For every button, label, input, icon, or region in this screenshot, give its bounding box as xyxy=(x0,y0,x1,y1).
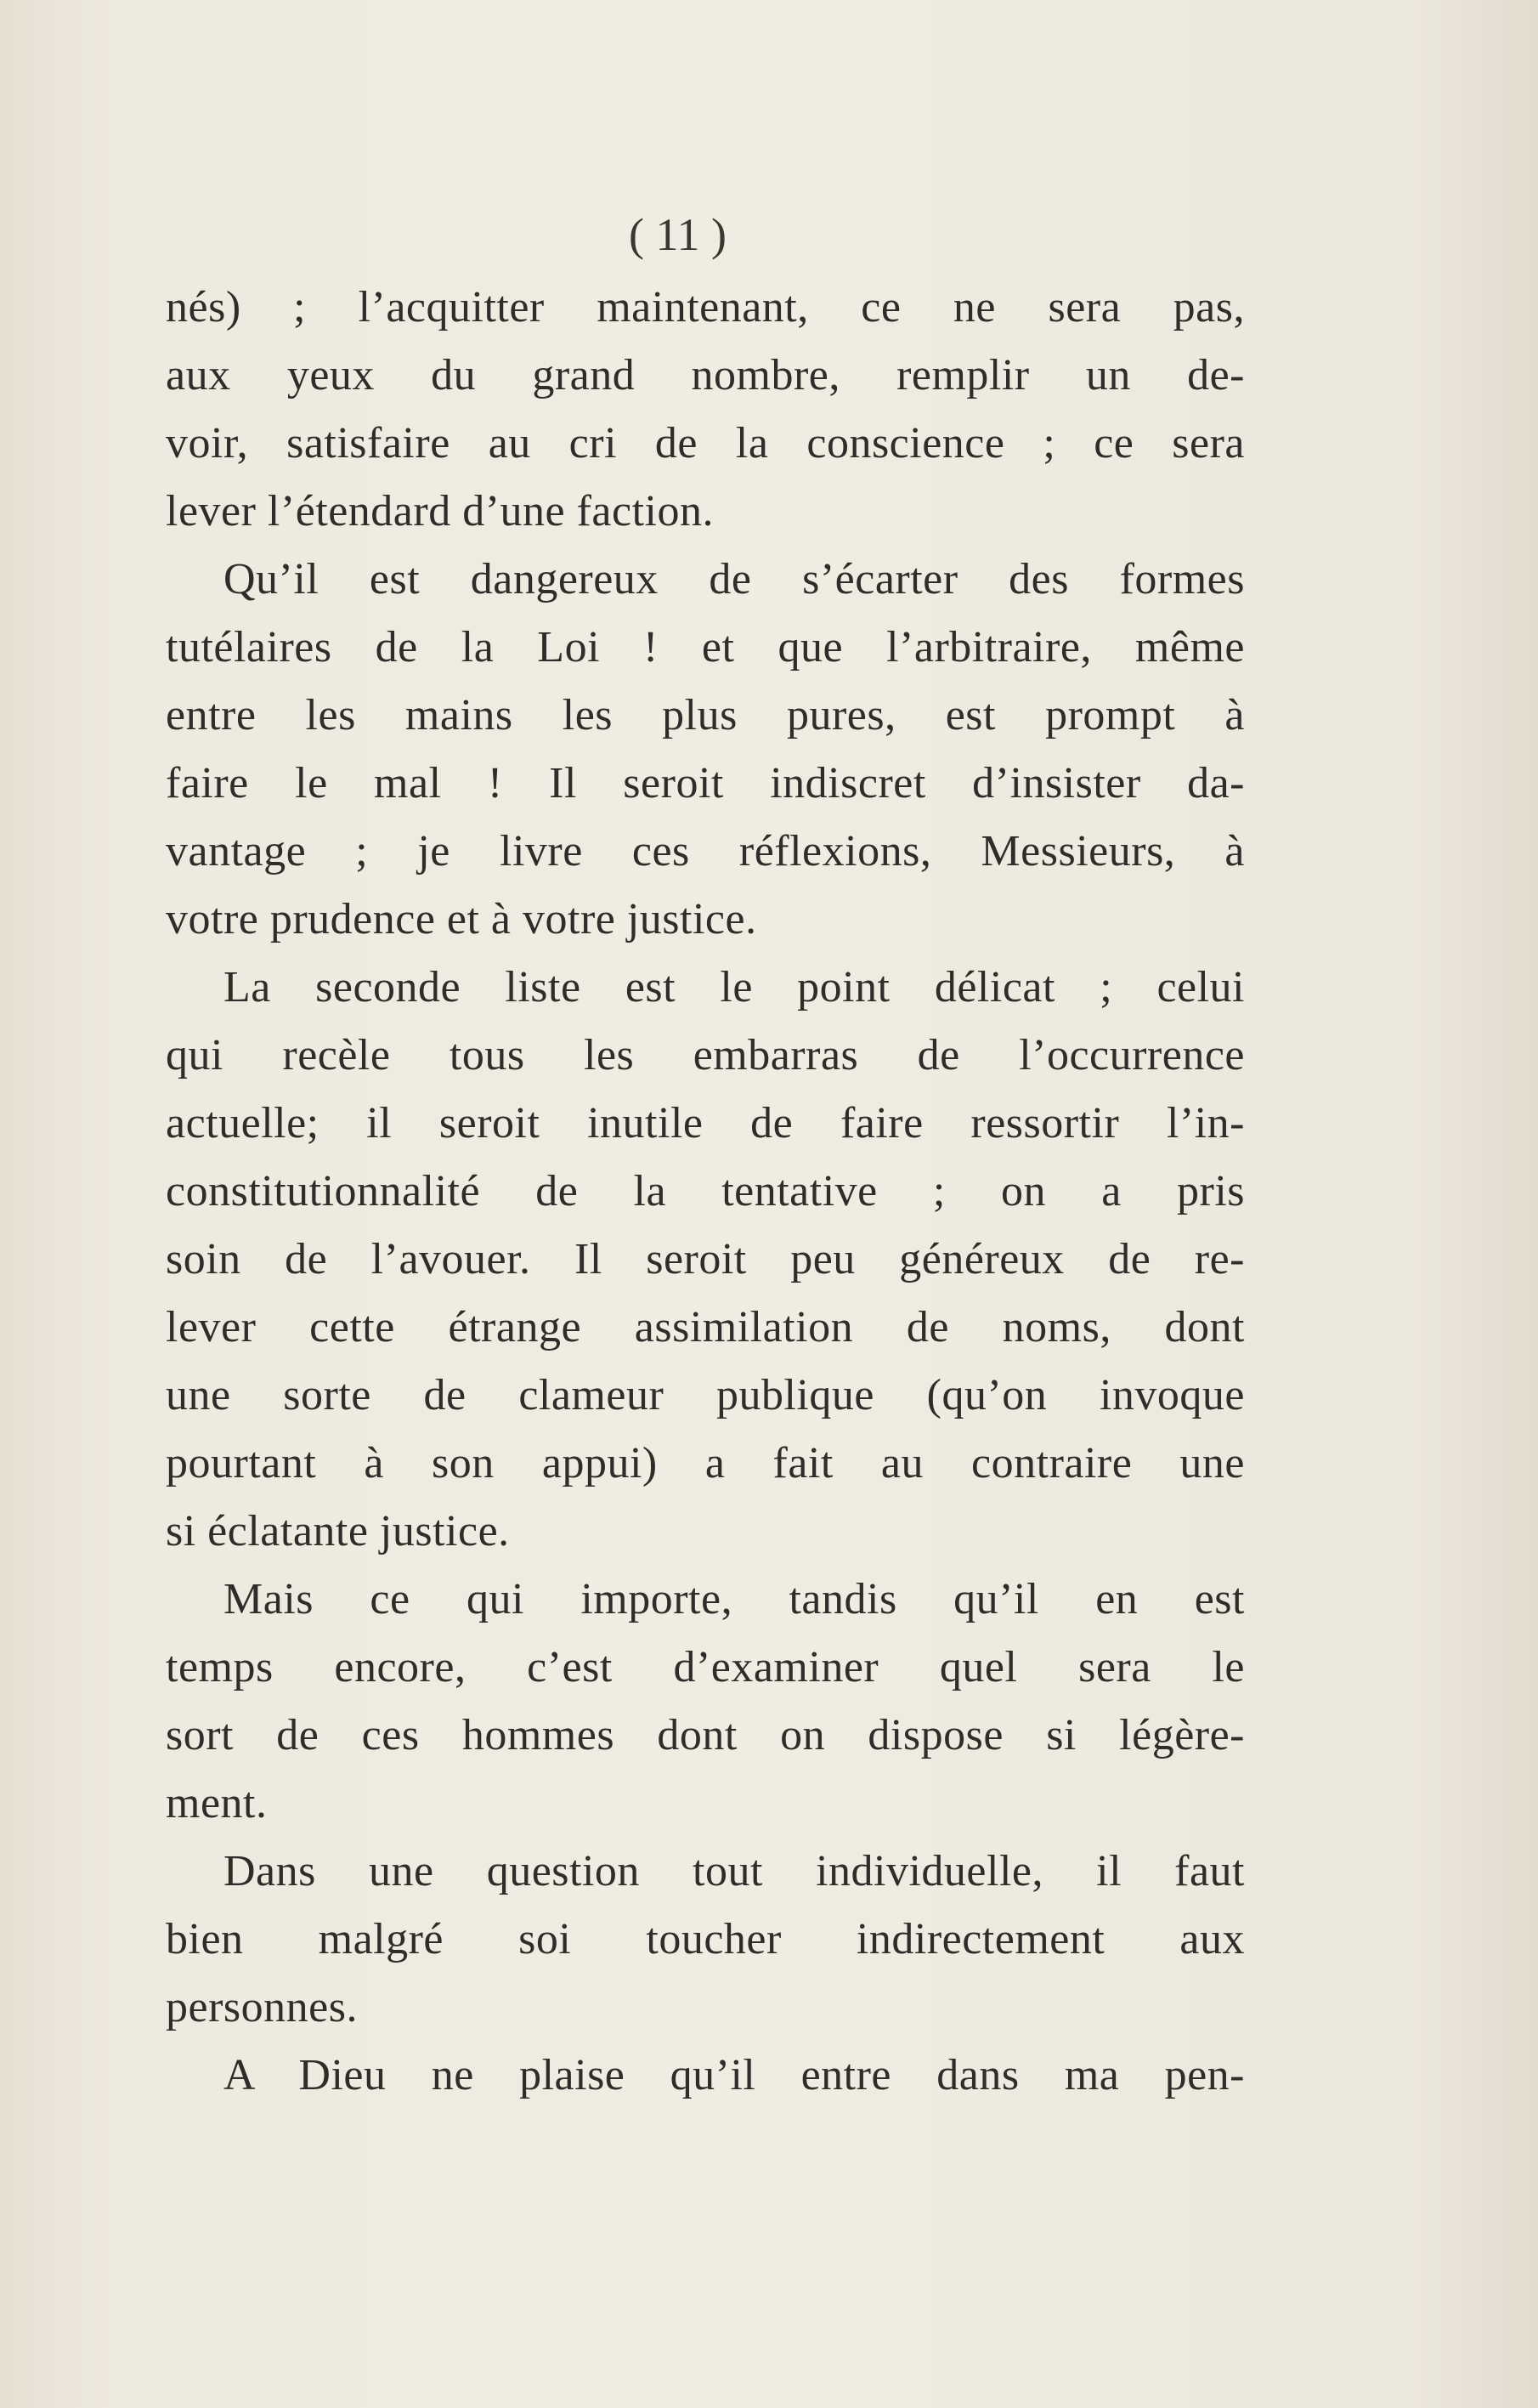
text-line: qui recèle tous les embarras de l’occurrence xyxy=(166,1031,1245,1079)
text-line: soin de l’avouer. Il seroit peu généreux de re- xyxy=(166,1235,1245,1283)
text-line: pourtant à son appui) a fait au contraire une xyxy=(166,1439,1245,1487)
text-line: voir, satisfaire au cri de la conscience ; ce sera xyxy=(166,419,1245,467)
page-number: ( 11 ) xyxy=(629,209,727,260)
text-line: lever l’étendard d’une faction. xyxy=(166,487,714,535)
text-line: constitutionnalité de la tentative ; on a pris xyxy=(166,1167,1245,1215)
text-line: temps encore, c’est d’examiner quel sera le xyxy=(166,1643,1245,1691)
text-line: actuelle; il seroit inutile de faire ressortir l’in- xyxy=(166,1099,1245,1147)
text-line: Qu’il est dangereux de s’écarter des formes xyxy=(223,555,1245,603)
text-line: Dans une question tout individuelle, il faut xyxy=(223,1847,1245,1895)
text-line: ment. xyxy=(166,1779,268,1827)
text-line: A Dieu ne plaise qu’il entre dans ma pen- xyxy=(223,2051,1245,2099)
text-line: aux yeux du grand nombre, remplir un de- xyxy=(166,351,1245,399)
text-line: si éclatante justice. xyxy=(166,1507,510,1555)
text-line: faire le mal ! Il seroit indiscret d’insister da- xyxy=(166,759,1245,807)
text-line: bien malgré soi toucher indirectement aux xyxy=(166,1915,1245,1963)
text-line: personnes. xyxy=(166,1983,358,2031)
text-line: sort de ces hommes dont on dispose si légère- xyxy=(166,1711,1245,1759)
body-text xyxy=(166,274,1245,2110)
text-line: tutélaires de la Loi ! et que l’arbitraire, même xyxy=(166,623,1245,671)
text-line: votre prudence et à votre justice. xyxy=(166,895,757,943)
text-line: entre les mains les plus pures, est prompt à xyxy=(166,691,1245,739)
text-line: lever cette étrange assimilation de noms, dont xyxy=(166,1303,1245,1351)
text-line: La seconde liste est le point délicat ; celui xyxy=(223,963,1245,1011)
text-line: nés) ; l’acquitter maintenant, ce ne sera pas, xyxy=(166,283,1245,331)
text-line: vantage ; je livre ces réflexions, Messieurs, à xyxy=(166,827,1245,875)
text-line: Mais ce qui importe, tandis qu’il en est xyxy=(223,1575,1245,1623)
text-line: une sorte de clameur publique (qu’on invoque xyxy=(166,1371,1245,1419)
